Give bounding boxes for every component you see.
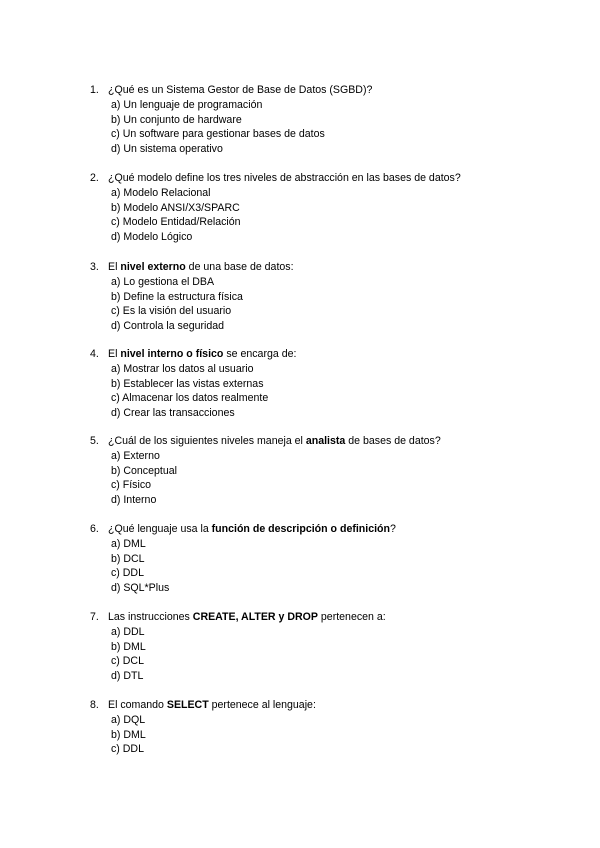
stem-text: Las instrucciones [108,611,193,623]
question-stem [90,610,570,625]
question-stem [90,83,570,98]
answer-option: b) Conceptual [111,464,177,477]
stem-text: de bases de datos? [345,435,441,447]
answer-option: b) Define la estructura física [111,290,243,303]
answer-option: d) Crear las transacciones [111,407,235,420]
answer-option: a) Lo gestiona el DBA [111,276,215,288]
stem-text: ¿Cuál de los siguientes niveles maneja el [108,435,306,447]
answer-options [111,275,570,334]
answer-option: c) DDL [111,567,144,580]
question-8 [90,698,570,757]
answer-option: a) Externo [111,450,160,462]
question-7 [90,610,570,684]
answer-option: a) DQL [111,714,146,726]
answer-option: c) Es la visión del usuario [111,305,232,318]
answer-option: c) Físico [111,479,152,492]
answer-option: c) DCL [111,655,144,668]
answer-option: d) SQL*Plus [111,582,170,595]
question-number: 6. [90,523,99,535]
stem-text: pertenecen a: [317,611,386,623]
stem-text: ¿Qué es un Sistema Gestor de Base de Datos (SGBD)? [108,84,373,96]
answer-option: b) Un conjunto de hardware [111,113,242,126]
question-1 [90,83,570,157]
question-2 [90,171,570,245]
question-number: 1. [90,84,99,96]
bold-term: analista [305,435,346,447]
question-number: 7. [90,611,99,623]
question-number: 8. [90,699,99,711]
stem-text: El [108,261,121,273]
stem-text: de una base de datos: [185,261,294,273]
stem-text: se encarga de: [223,348,297,360]
question-4 [90,347,570,421]
stem-text: El comando [108,699,167,711]
stem-text: ? [390,523,396,535]
answer-option: a) DML [111,538,146,550]
bold-term: CREATE, ALTER y DROP [192,611,318,623]
answer-options [111,625,570,684]
answer-option: c) DDL [111,743,144,756]
question-stem [90,434,570,449]
question-stem [90,260,570,275]
question-stem [90,347,570,362]
question-stem [90,698,570,713]
answer-option: d) Interno [111,494,157,507]
question-5 [90,434,570,508]
answer-option: b) Establecer las vistas externas [111,377,264,390]
stem-text: ¿Qué modelo define los tres niveles de abstracción en las bases de datos? [108,172,461,184]
answer-option: a) DDL [111,626,145,638]
answer-options [111,362,570,421]
question-number: 2. [90,172,99,184]
answer-options [111,537,570,596]
stem-text: pertenece al lenguaje: [208,699,316,711]
bold-term: nivel externo [120,261,186,273]
question-number: 3. [90,261,99,273]
answer-option: c) Modelo Entidad/Relación [111,216,241,229]
answer-options [111,186,570,245]
answer-option: a) Un lenguaje de programación [111,99,263,111]
answer-option: c) Almacenar los datos realmente [111,392,269,405]
bold-term: nivel interno o físico [120,348,224,360]
stem-text: ¿Qué lenguaje usa la [108,523,212,535]
answer-option: b) DML [111,640,146,653]
answer-options [111,713,570,757]
answer-option: d) Un sistema operativo [111,143,223,156]
answer-options [111,449,570,508]
bold-term: función de descripción o definición [211,523,390,535]
answer-option: a) Mostrar los datos al usuario [111,363,254,375]
answer-option: b) Modelo ANSI/X3/SPARC [111,201,240,214]
question-3 [90,260,570,334]
question-number: 4. [90,348,99,360]
answer-option: d) DTL [111,670,144,683]
answer-option: d) Modelo Lógico [111,231,193,244]
answer-options [111,98,570,157]
question-6 [90,522,570,596]
answer-option: d) Controla la seguridad [111,320,225,333]
answer-option: b) DML [111,728,146,741]
bold-term: SELECT [166,699,209,711]
answer-option: b) DCL [111,552,145,565]
question-stem [90,522,570,537]
answer-option: c) Un software para gestionar bases de datos [111,128,325,141]
question-number: 5. [90,435,99,447]
answer-option: a) Modelo Relacional [111,187,211,199]
stem-text: El [108,348,121,360]
question-stem [90,171,570,186]
